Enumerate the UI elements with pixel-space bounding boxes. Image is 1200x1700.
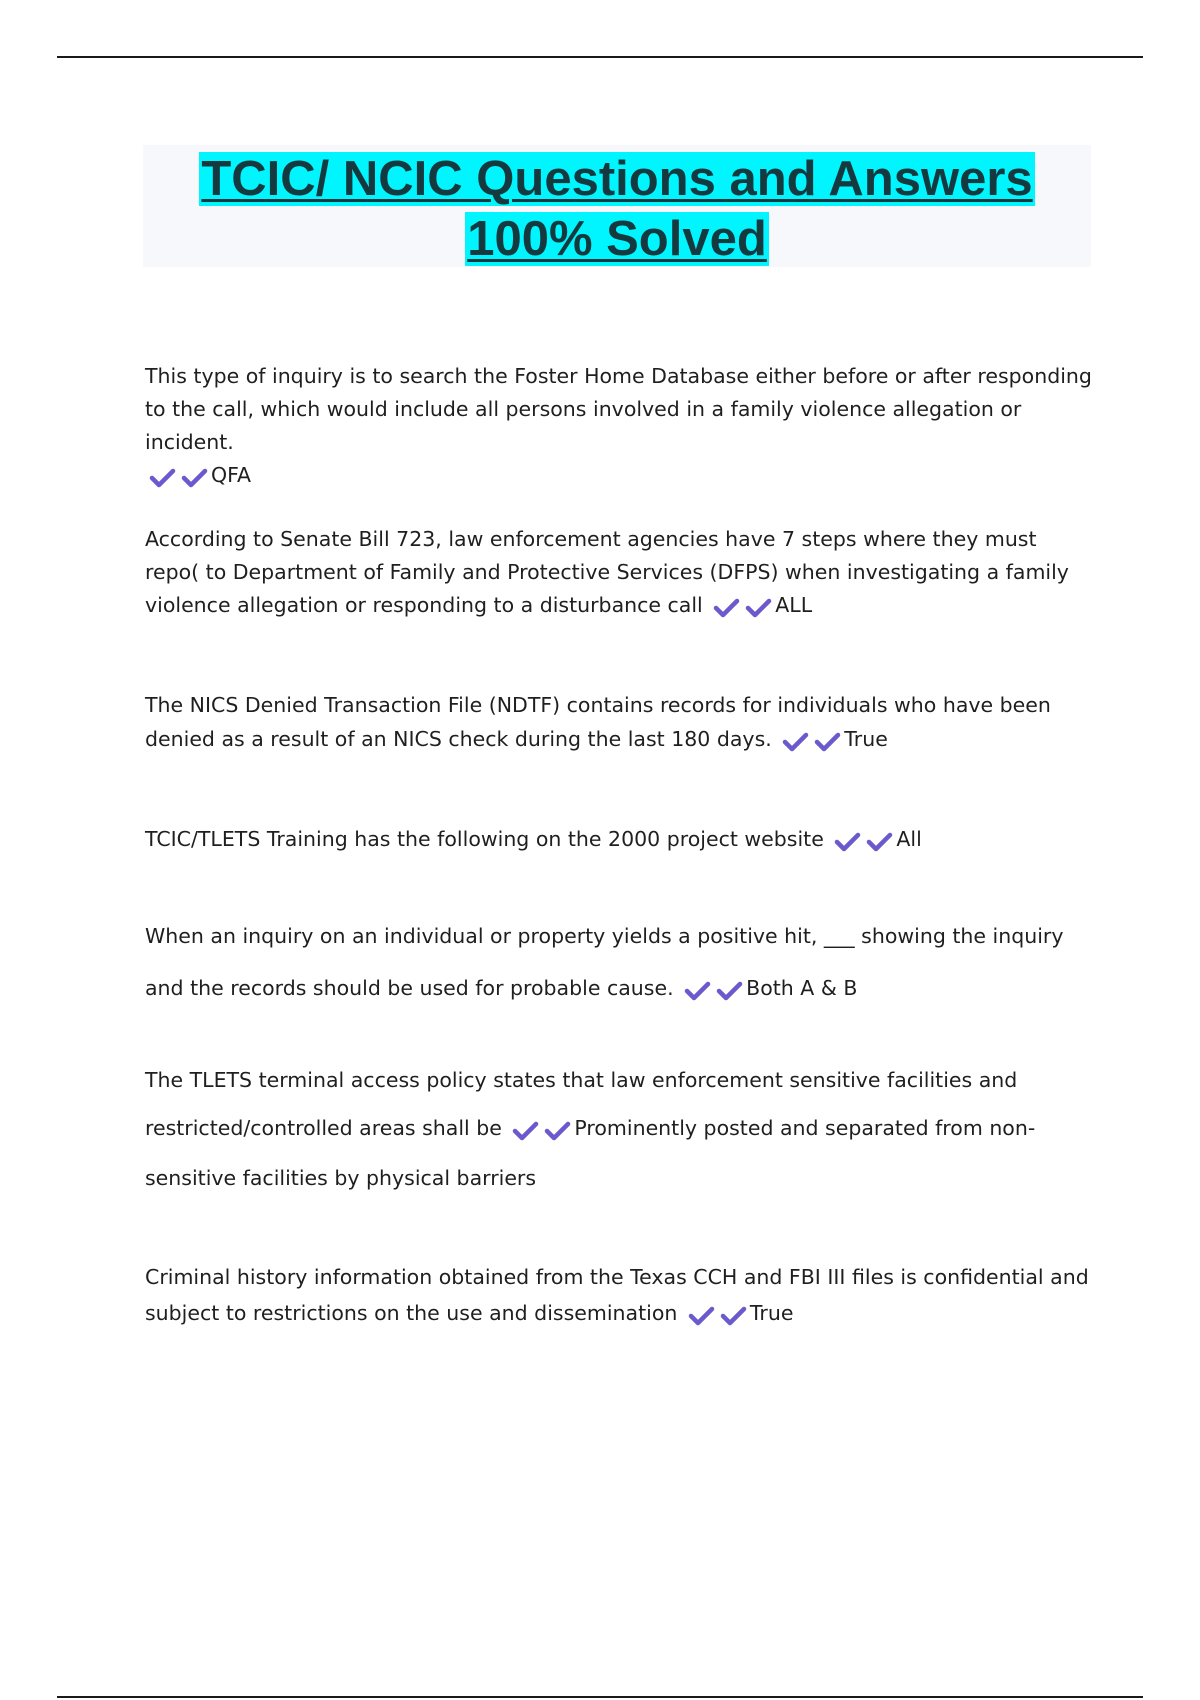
title-line-1: TCIC/ NCIC Questions and Answers bbox=[201, 152, 1033, 206]
double-check-icon bbox=[684, 964, 744, 1016]
answer-text: Prominently posted and separated from non-sensitive facilities by physical barriers bbox=[145, 1116, 1036, 1190]
qa-item bbox=[145, 1056, 1095, 1202]
question-text: When an inquiry on an individual or property yields a positive hit, ___ showing the inquiry and the records should be used for probable cause. bbox=[145, 924, 1064, 1000]
double-check-icon bbox=[713, 591, 773, 624]
answer-text: QFA bbox=[211, 463, 252, 487]
page-title bbox=[143, 145, 1091, 269]
double-check-icon bbox=[688, 1297, 748, 1333]
question-text: Criminal history information obtained from the Texas CCH and FBI III files is confidential and subject to restrictions on the use and dissemination bbox=[145, 1265, 1089, 1325]
double-check-icon bbox=[834, 824, 894, 858]
qa-item bbox=[145, 822, 1095, 858]
answer-text: ALL bbox=[775, 593, 813, 617]
title-line-2: 100% Solved bbox=[467, 212, 767, 266]
question-text: TCIC/TLETS Training has the following on the 2000 project website bbox=[145, 827, 824, 851]
qa-item bbox=[145, 910, 1095, 1016]
answer-text: True bbox=[749, 1301, 794, 1325]
answer-text: True bbox=[844, 727, 888, 751]
title-block bbox=[143, 145, 1091, 267]
question-text: According to Senate Bill 723, law enforcement agencies have 7 steps where they must repo( to Department of Family and Protective Services (DFPS) when investigating a family violence allegation or responding to a disturbance call bbox=[145, 527, 1069, 617]
qa-item bbox=[145, 688, 1095, 758]
double-check-icon bbox=[782, 724, 842, 758]
qa-item bbox=[145, 1259, 1095, 1333]
question-text: The TLETS terminal access policy states that law enforcement sensitive facilities and restricted/controlled areas shall be bbox=[145, 1068, 1018, 1140]
double-check-icon bbox=[512, 1106, 572, 1154]
bottom-rule bbox=[57, 1696, 1143, 1698]
qa-item bbox=[145, 360, 1095, 494]
top-rule bbox=[57, 56, 1143, 58]
answer-text: All bbox=[896, 827, 922, 851]
question-text: The NICS Denied Transaction File (NDTF) contains records for individuals who have been denied as a result of an NICS check during the last 180 days. bbox=[145, 693, 1051, 751]
double-check-icon bbox=[149, 461, 209, 494]
question-text: This type of inquiry is to search the Foster Home Database either before or after responding to the call, which would include all persons involved in a family violence allegation or incident. bbox=[145, 364, 1092, 454]
answer-text: Both A & B bbox=[746, 976, 858, 1000]
qa-item bbox=[145, 523, 1095, 624]
